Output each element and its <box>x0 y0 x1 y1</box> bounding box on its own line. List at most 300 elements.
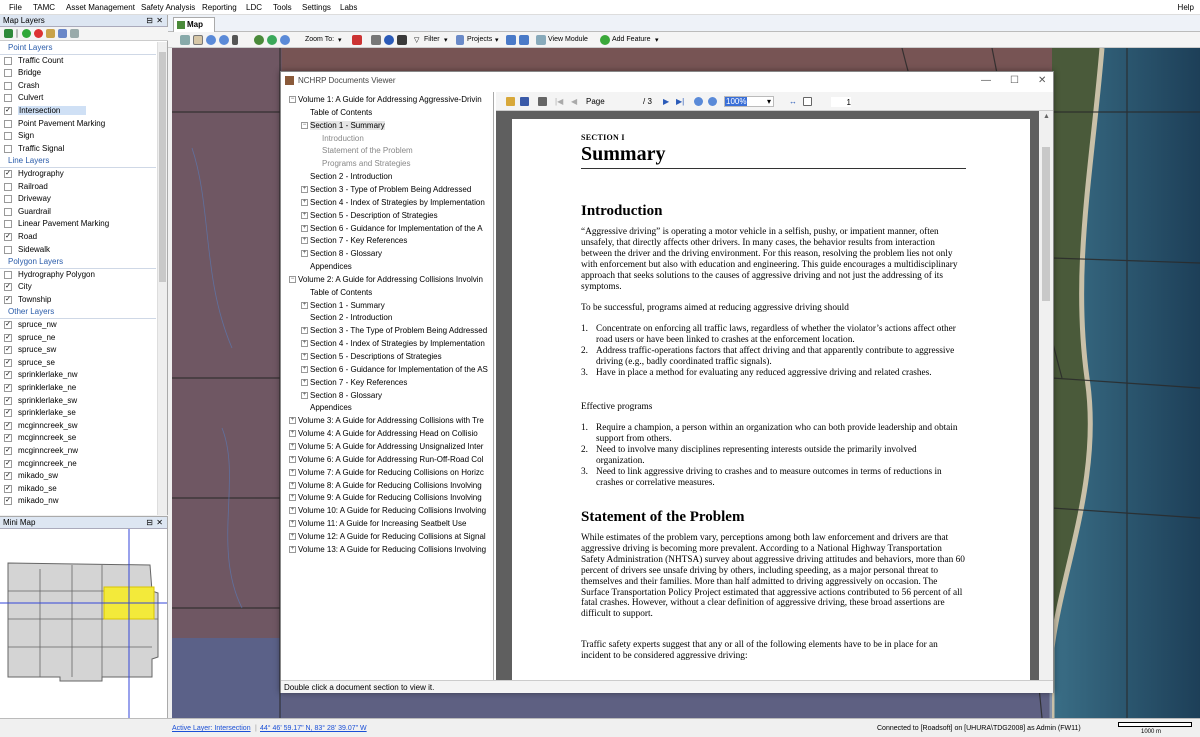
expand-icon[interactable]: + <box>302 353 307 359</box>
mini-map-canvas[interactable] <box>0 529 167 719</box>
status-bar <box>0 718 1200 737</box>
coordinates-link[interactable]: 44° 46' 59.17" N, 83° 28' 39.07" W <box>260 725 367 732</box>
layer-label: spruce_ne <box>18 332 56 342</box>
tree-node[interactable] <box>302 236 408 246</box>
layer-label: Linear Pavement Marking <box>18 219 110 229</box>
layer-checkbox[interactable] <box>4 69 12 77</box>
menu-ldc[interactable]: LDC <box>246 3 263 12</box>
close-icon[interactable]: ✕ <box>156 16 163 25</box>
layer-item[interactable] <box>0 445 156 458</box>
layer-item[interactable] <box>0 231 156 244</box>
layer-checkbox[interactable]: ✓ <box>5 459 11 467</box>
tree-node[interactable] <box>302 364 488 374</box>
tree-node[interactable] <box>290 416 484 426</box>
layer-checkbox[interactable]: ✓ <box>5 346 11 354</box>
tree-node[interactable] <box>302 352 442 361</box>
filter-icon: ▽ <box>414 37 420 44</box>
expand-icon[interactable]: + <box>290 507 295 514</box>
add-feature-icon <box>600 35 610 45</box>
tree-node-label: Section 7 - Key References <box>310 377 408 387</box>
scale-bar <box>1118 722 1192 727</box>
zoom-in-icon[interactable] <box>206 35 216 45</box>
tree-node-label: Volume 7: A Guide for Reducing Collisions on Horizc <box>298 467 484 477</box>
print-icon[interactable] <box>371 35 381 45</box>
tree-node-label: Section 1 - Summary <box>310 300 385 310</box>
layer-checkbox[interactable] <box>4 120 12 128</box>
expand-icon[interactable]: + <box>290 455 295 462</box>
tree-node-label: Section 8 - Glossary <box>310 390 383 400</box>
scale-label: 1000 m <box>1141 729 1162 735</box>
page-label: Page <box>586 97 605 106</box>
layer-item[interactable] <box>0 206 156 219</box>
close-icon[interactable]: ✕ <box>156 518 163 527</box>
layer-label: Intersection <box>18 106 86 115</box>
layer-label: Road <box>18 231 38 241</box>
expand-icon[interactable]: + <box>290 442 295 449</box>
tree-node-label: Section 3 - Type of Problem Being Addressed <box>310 184 472 194</box>
tree-node[interactable] <box>302 390 383 400</box>
status-separator: | <box>255 725 257 732</box>
expand-icon[interactable]: + <box>290 545 295 552</box>
layer-item[interactable] <box>0 344 156 357</box>
tree-node[interactable] <box>290 441 484 451</box>
layer-checkbox[interactable] <box>4 94 12 102</box>
menu-reporting[interactable]: Reporting <box>202 3 237 12</box>
expand-icon[interactable]: + <box>302 250 307 257</box>
menu-tools[interactable]: Tools <box>273 3 292 12</box>
layer-checkbox[interactable] <box>4 220 12 228</box>
expand-icon[interactable]: + <box>290 494 295 501</box>
pin-icon[interactable]: ⊟ <box>146 16 153 25</box>
zoom-extent-icon[interactable] <box>254 35 264 45</box>
list-number: 3. <box>581 467 588 477</box>
layer-item[interactable] <box>0 395 156 408</box>
layer-checkbox[interactable]: ✓ <box>5 106 11 114</box>
expand-icon[interactable]: + <box>302 340 307 347</box>
layer-group-header[interactable]: Point Layers <box>0 42 156 55</box>
tree-node[interactable] <box>302 326 488 336</box>
expand-icon[interactable]: + <box>302 185 307 192</box>
document-scrollbar[interactable] <box>1039 111 1053 680</box>
chevron-down-icon[interactable]: ▾ <box>444 37 448 44</box>
expand-icon[interactable]: + <box>290 520 295 527</box>
layer-label: sprinklerlake_ne <box>18 383 77 393</box>
tree-node[interactable] <box>302 184 472 194</box>
layer-item[interactable] <box>0 168 156 181</box>
layer-item[interactable] <box>0 105 156 118</box>
pointer-icon[interactable] <box>232 35 238 45</box>
panel-title: Mini Map <box>3 518 36 527</box>
expand-icon[interactable]: + <box>290 468 295 475</box>
filter-button[interactable]: Filter <box>424 36 440 43</box>
layer-item[interactable] <box>0 407 156 420</box>
layer-label: mcginncreek_sw <box>18 420 78 430</box>
print-icon[interactable] <box>538 97 547 106</box>
layer-checkbox[interactable]: ✓ <box>5 232 11 240</box>
layer-checkbox[interactable]: ✓ <box>5 447 11 454</box>
section-title: Summary <box>581 143 966 169</box>
viewer-status-text: Double click a document section to view it. <box>281 680 1053 693</box>
tree-node[interactable] <box>322 146 413 155</box>
minimize-button[interactable]: — <box>981 75 991 86</box>
layer-item[interactable] <box>0 55 156 68</box>
tree-node[interactable] <box>290 95 482 104</box>
tree-node-label: Section 2 - Introduction <box>310 313 393 323</box>
layer-label: Bridge <box>18 68 42 78</box>
layer-checkbox[interactable] <box>4 208 12 216</box>
menu-asset-management[interactable]: Asset Management <box>66 3 135 12</box>
first-page-icon[interactable]: |◀ <box>555 97 564 106</box>
map-tabstrip <box>168 15 1200 32</box>
layer-checkbox[interactable]: ✓ <box>5 283 11 291</box>
expand-icon[interactable]: + <box>302 327 307 334</box>
layers-scrollbar[interactable] <box>157 42 167 515</box>
zoom-in-icon[interactable] <box>694 97 703 106</box>
open-folder-icon[interactable] <box>506 97 515 106</box>
document-page <box>512 119 1030 680</box>
grid-icon[interactable] <box>519 35 529 45</box>
layer-checkbox[interactable]: ✓ <box>5 396 11 404</box>
tree-node[interactable] <box>290 531 486 541</box>
collapse-icon[interactable]: − <box>290 275 295 282</box>
previous-page-icon[interactable]: ◀ <box>571 97 578 106</box>
menu-help[interactable]: Help <box>1177 3 1194 12</box>
heading-statement-of-problem: Statement of the Problem <box>581 509 745 525</box>
tree-node[interactable] <box>302 377 408 387</box>
list-item <box>581 346 966 368</box>
layer-checkbox[interactable]: ✓ <box>5 497 11 505</box>
layer-item[interactable] <box>0 357 156 370</box>
layer-label: Hydrography <box>18 168 64 178</box>
layer-item[interactable] <box>0 143 156 156</box>
zoom-full-icon[interactable] <box>267 35 277 45</box>
layer-checkbox[interactable]: ✓ <box>5 169 11 177</box>
tree-node[interactable] <box>290 544 487 554</box>
tree-node-label: Volume 11: A Guide for Increasing Seatbelt Use <box>298 519 467 529</box>
layer-label: sprinklerlake_nw <box>18 370 78 380</box>
select-icon[interactable] <box>180 35 190 45</box>
tree-node-label: Section 7 - Key References <box>310 236 408 246</box>
layer-item[interactable] <box>0 319 156 332</box>
menu-tamc[interactable]: TAMC <box>33 3 56 12</box>
tree-node[interactable] <box>290 480 482 490</box>
tree-node-label: Section 4 - Index of Strategies by Implementation <box>310 197 485 207</box>
scroll-up-icon[interactable]: ▲ <box>1043 113 1050 120</box>
viewer-title: NCHRP Documents Viewer <box>298 76 396 85</box>
tree-node-label: Volume 6: A Guide for Addressing Run-Off-Road Col <box>298 454 484 464</box>
list-text: Need to involve many disciplines representing interests outside the primarily involved organization. <box>596 445 917 466</box>
menu-bar <box>0 0 1200 15</box>
scrollbar-thumb[interactable] <box>1042 147 1050 301</box>
paragraph: Effective programs <box>581 402 653 412</box>
layer-item[interactable] <box>0 470 156 483</box>
tree-node[interactable] <box>290 506 487 516</box>
layer-checkbox[interactable]: ✓ <box>5 321 11 329</box>
tree-node-label: Table of Contents <box>310 287 373 297</box>
document-toolbar <box>496 92 1053 111</box>
list-number: 2. <box>581 445 588 455</box>
expand-icon[interactable]: + <box>302 365 307 372</box>
tree-node[interactable] <box>302 197 485 207</box>
tree-node[interactable] <box>302 339 485 349</box>
menu-settings[interactable]: Settings <box>302 3 331 12</box>
expand-icon[interactable]: + <box>302 211 307 218</box>
tab-label: Map <box>187 20 203 29</box>
tree-node-label: Introduction <box>322 133 364 143</box>
layer-label: Sign <box>18 131 35 141</box>
tab-map[interactable] <box>173 17 215 32</box>
layer-folder-icon[interactable] <box>46 29 55 38</box>
tree-node[interactable] <box>310 288 372 297</box>
tree-node-label: Volume 1: A Guide for Addressing Aggressive-Drivin <box>298 95 482 104</box>
list-item <box>581 445 966 467</box>
layer-checkbox[interactable] <box>4 57 12 65</box>
add-layer-icon[interactable] <box>22 29 31 38</box>
add-feature-button[interactable]: Add Feature <box>612 36 651 43</box>
tree-node-label: Volume 5: A Guide for Addressing Unsignalized Inter <box>298 441 484 451</box>
layer-settings-icon[interactable] <box>58 29 67 38</box>
layer-label: Traffic Signal <box>18 143 65 153</box>
panel-title: Map Layers <box>3 16 45 25</box>
layer-item[interactable] <box>0 332 156 345</box>
list-number: 1. <box>581 324 588 334</box>
tree-node[interactable] <box>302 120 385 130</box>
expand-icon[interactable]: + <box>290 532 295 539</box>
layer-checkbox[interactable]: ✓ <box>5 434 11 442</box>
layer-item[interactable] <box>0 420 156 433</box>
map-icon <box>177 21 185 29</box>
layer-properties-icon[interactable] <box>4 29 13 38</box>
tree-node-label: Appendices <box>310 262 352 272</box>
layer-checkbox[interactable]: ✓ <box>5 384 11 392</box>
layer-item[interactable] <box>0 458 156 471</box>
tree-node-label: Appendices <box>310 403 352 413</box>
page-number-input[interactable] <box>831 97 851 107</box>
tree-node-label: Section 5 - Description of Strategies <box>310 210 438 220</box>
map-layers-title <box>0 15 167 27</box>
layer-checkbox[interactable]: ✓ <box>5 371 11 379</box>
scrollbar-thumb[interactable] <box>159 52 166 282</box>
zoom-out-icon[interactable] <box>219 35 229 45</box>
tree-node[interactable] <box>302 249 383 259</box>
layer-label: spruce_sw <box>18 345 57 355</box>
mini-map-titlebar <box>0 517 167 529</box>
tree-node[interactable] <box>310 172 392 181</box>
list-text: Have in place a method for evaluating any reduced aggressive driving and related crashes. <box>596 368 932 378</box>
layer-checkbox[interactable]: ✓ <box>5 472 11 480</box>
tree-node[interactable] <box>290 519 467 529</box>
collapse-icon[interactable]: − <box>302 121 307 128</box>
layer-item[interactable] <box>0 244 156 257</box>
layer-item[interactable] <box>0 118 156 131</box>
next-page-icon[interactable]: ▶ <box>663 97 670 106</box>
projects-button[interactable]: Projects <box>467 36 493 43</box>
tree-node[interactable] <box>302 210 438 220</box>
layer-item[interactable] <box>0 130 156 143</box>
projects-icon <box>456 35 464 45</box>
tree-node-label: Section 1 - Summary <box>310 120 385 130</box>
layer-group-header[interactable]: Polygon Layers <box>0 256 156 269</box>
expand-icon[interactable]: + <box>302 224 307 231</box>
layer-checkbox[interactable]: ✓ <box>5 295 11 303</box>
layer-item[interactable] <box>0 269 156 282</box>
app-icon <box>285 76 294 85</box>
layer-label: Railroad <box>18 181 48 191</box>
map-toolbar <box>168 32 1200 48</box>
layer-label: sprinklerlake_sw <box>18 395 78 405</box>
layer-checkbox[interactable] <box>4 246 12 254</box>
fit-width-icon[interactable]: ↔ <box>789 97 797 106</box>
layer-item[interactable] <box>0 92 156 105</box>
layer-checkbox[interactable] <box>4 271 12 279</box>
tree-node-label: Statement of the Problem <box>322 146 413 156</box>
layer-item[interactable] <box>0 382 156 395</box>
paragraph: “Aggressive driving” is operating a motor vehicle in a selfish, pushy, or impatient manner, often unsafely, that directly affects other drivers. In many cases, the behavior results from interaction between the driver and the driving environment. For this reason, resolving the problem lies not only with enforcement but also with education and engineering. This guide encourages a multidisciplinary approach that seeks solutions to the causes of aggressive driving and not just the addressing of its symptoms. <box>581 227 958 292</box>
tree-node-label: Section 3 - The Type of Problem Being Addressed <box>310 326 488 336</box>
tree-node-label: Section 4 - Index of Strategies by Implementation <box>310 339 485 349</box>
tree-node[interactable] <box>290 274 483 284</box>
tree-node[interactable] <box>310 262 352 271</box>
last-page-icon[interactable]: ▶| <box>676 97 685 106</box>
expand-icon[interactable]: + <box>302 378 307 385</box>
layer-checkbox[interactable]: ✓ <box>5 484 11 492</box>
layer-checkbox[interactable]: ✓ <box>5 333 11 341</box>
clear-selection-icon[interactable] <box>352 35 362 45</box>
menu-file[interactable]: File <box>9 3 22 12</box>
map-layers-panel <box>0 15 168 515</box>
layer-label: Township <box>18 294 52 304</box>
zoom-out-icon[interactable] <box>708 97 717 106</box>
tree-node[interactable] <box>290 467 484 477</box>
layer-label: Guardrail <box>18 206 51 216</box>
fit-page-icon[interactable] <box>803 97 812 106</box>
layer-item[interactable] <box>0 281 156 294</box>
layer-checkbox[interactable] <box>4 132 12 140</box>
menu-safety-analysis[interactable]: Safety Analysis <box>141 3 196 12</box>
pin-icon[interactable]: ⊟ <box>146 518 153 527</box>
layer-item[interactable] <box>0 218 156 231</box>
menu-labs[interactable]: Labs <box>340 3 358 12</box>
layer-checkbox[interactable] <box>4 195 12 203</box>
tree-node[interactable] <box>322 134 364 143</box>
document-tree <box>282 92 494 680</box>
camera-icon[interactable] <box>397 35 407 45</box>
chevron-down-icon[interactable]: ▾ <box>766 97 771 106</box>
active-layer-link[interactable]: Active Layer: Intersection <box>172 725 251 732</box>
list-item <box>581 368 966 379</box>
table-icon[interactable] <box>506 35 516 45</box>
layer-item[interactable] <box>0 67 156 80</box>
layer-grid-icon[interactable] <box>70 29 79 38</box>
layer-label: Hydrography Polygon <box>18 269 95 279</box>
layer-item[interactable] <box>0 80 156 93</box>
list-number: 3. <box>581 368 588 378</box>
expand-icon[interactable]: + <box>302 301 307 308</box>
chevron-down-icon[interactable]: ▾ <box>495 37 499 44</box>
pan-hand-icon[interactable] <box>193 35 203 45</box>
layer-group-header[interactable]: Other Layers <box>0 306 156 319</box>
layer-group-header[interactable]: Line Layers <box>0 155 156 168</box>
tree-node-label: Section 6 - Guidance for Implementation of the AS <box>310 364 488 374</box>
layer-item[interactable] <box>0 432 156 445</box>
layer-label: Crash <box>18 80 40 90</box>
chevron-down-icon[interactable]: ▾ <box>655 37 659 44</box>
paragraph: While estimates of the problem vary, perceptions among both law enforcement and drivers are that aggressive driving is becoming more prevalent. According to a National Highway Transportation Safety Administration (NHTSA) survey about aggressive driving attitudes and behaviors, more than 60 percent of drivers see unsafe driving by others, including speeding, as a major personal threat to themselves and their families. More than half admitted to driving aggressively on occasion. The Surface Transportation Policy Project estimated that aggressive actions contributed to 56 percent of all fatal crashes. However, without a clear definition of aggressive driving, these broad assertions are difficult to support. <box>581 533 965 620</box>
layer-item[interactable] <box>0 181 156 194</box>
connection-status: Connected to [Roadsoft] on [UHURA\TDG2008] as Admin (FW11) <box>877 725 1081 732</box>
paragraph: Traffic safety experts suggest that any or all of the following elements have to be in place for an incident to be considered aggressive driving: <box>581 640 938 661</box>
layer-checkbox[interactable]: ✓ <box>5 358 11 366</box>
list-number: 1. <box>581 423 588 433</box>
view-module-button[interactable]: View Module <box>548 36 588 43</box>
expand-icon[interactable]: + <box>290 430 295 437</box>
zoom-to-dropdown[interactable]: Zoom To: <box>305 36 335 43</box>
layer-item[interactable] <box>0 369 156 382</box>
zoom-select[interactable] <box>724 96 774 107</box>
list-text: Concentrate on enforcing all traffic laws, regardless of whether the violator’s actions affect other road users or have been linked to crashes at the enforcement location. <box>596 324 956 345</box>
layer-item[interactable] <box>0 483 156 496</box>
tree-node-label: Volume 3: A Guide for Addressing Collisions with Tre <box>298 416 484 426</box>
layer-label: spruce_nw <box>18 320 57 330</box>
zoom-previous-icon[interactable] <box>280 35 290 45</box>
layer-checkbox[interactable]: ✓ <box>5 409 11 417</box>
collapse-icon[interactable]: − <box>290 96 295 102</box>
info-icon[interactable] <box>384 35 394 45</box>
layer-item[interactable] <box>0 193 156 206</box>
expand-icon[interactable]: + <box>290 481 295 488</box>
remove-layer-icon[interactable] <box>34 29 43 38</box>
layer-checkbox[interactable]: ✓ <box>5 421 11 429</box>
tree-node[interactable] <box>290 454 484 464</box>
close-button[interactable]: ✕ <box>1038 75 1047 86</box>
layer-label: mcginncreek_ne <box>18 458 77 468</box>
expand-icon[interactable]: + <box>290 417 295 424</box>
expand-icon[interactable]: + <box>302 198 307 205</box>
tree-node[interactable] <box>290 429 478 439</box>
viewer-titlebar <box>281 72 1053 90</box>
layer-item[interactable] <box>0 495 156 508</box>
tree-node[interactable] <box>322 159 411 168</box>
save-icon[interactable] <box>520 97 529 106</box>
expand-icon[interactable]: + <box>302 391 307 398</box>
layer-item[interactable] <box>0 294 156 307</box>
layer-checkbox[interactable] <box>4 183 12 191</box>
nchrp-documents-viewer-window <box>280 71 1054 693</box>
layer-checkbox[interactable] <box>4 82 12 90</box>
tree-node[interactable] <box>310 313 392 322</box>
tree-node-label: Table of Contents <box>310 107 373 117</box>
list-item <box>581 324 966 346</box>
layer-checkbox[interactable] <box>4 145 12 153</box>
layer-label: Driveway <box>18 194 51 204</box>
tree-node[interactable] <box>290 493 482 503</box>
list-text: Need to link aggressive driving to crashes and to measure outcomes in terms of reductions in crashes or correlative measures. <box>596 467 942 488</box>
tree-node[interactable] <box>302 300 385 310</box>
chevron-down-icon[interactable]: ▾ <box>338 37 342 44</box>
tree-node-label: Volume 10: A Guide for Reducing Collisions Involving <box>298 506 487 516</box>
layer-label: mikado_se <box>18 483 57 493</box>
layer-label: mcginncreek_se <box>18 433 77 443</box>
expand-icon[interactable]: + <box>302 237 307 244</box>
tree-node[interactable] <box>310 108 372 117</box>
tree-node[interactable] <box>310 403 352 412</box>
tree-node-label: Volume 9: A Guide for Reducing Collisions Involving <box>298 493 482 503</box>
maximize-button[interactable]: ☐ <box>1010 75 1019 86</box>
layer-label: Point Pavement Marking <box>18 118 106 128</box>
tree-node[interactable] <box>302 223 483 233</box>
layers-toolbar <box>0 27 168 41</box>
layers-list <box>0 42 156 515</box>
